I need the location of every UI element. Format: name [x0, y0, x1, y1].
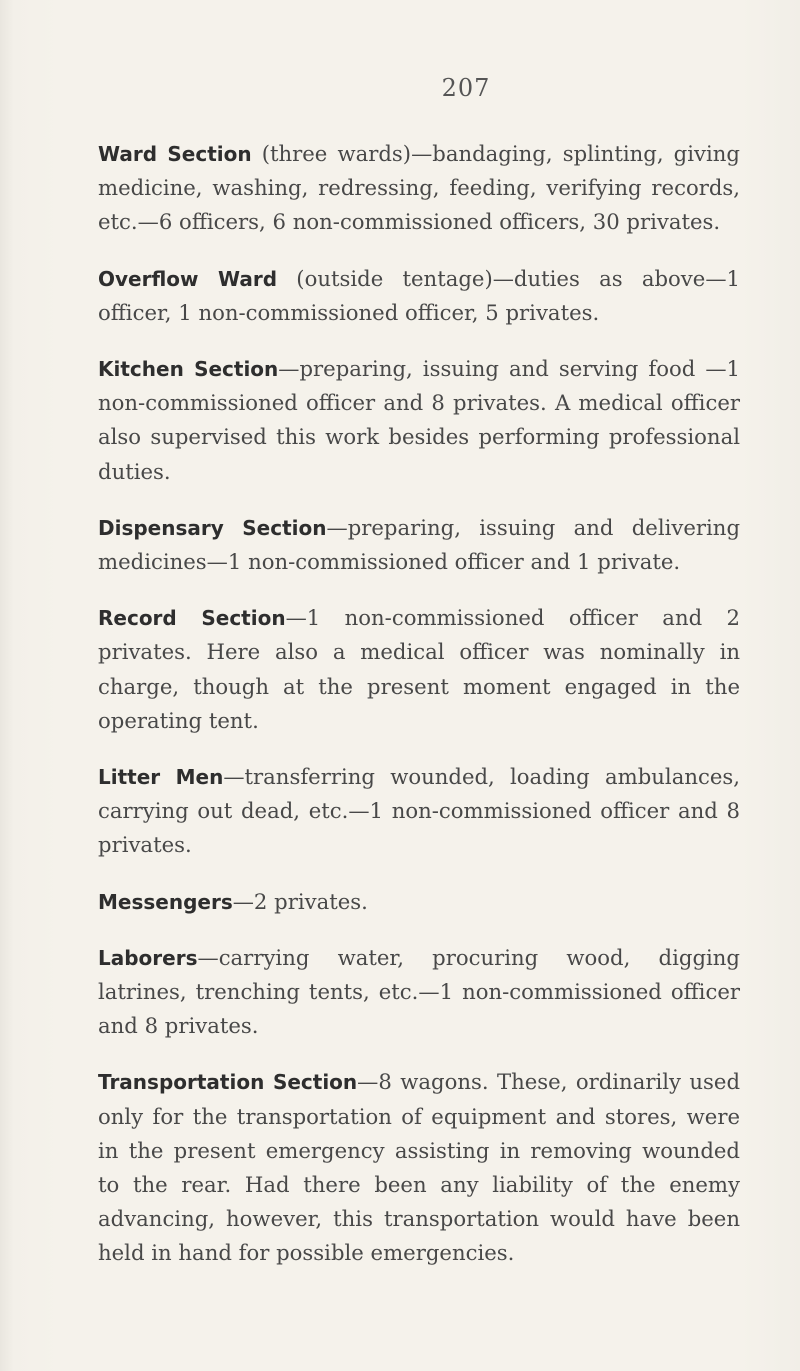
paragraph-lead: Ward Section [98, 142, 252, 166]
paragraph-text: —1 non-commissioned officer and 2 privates. Here also a medical officer was nominally in charge, though at the present moment engaged in the operating tent. [98, 605, 741, 733]
paragraph-text: —carrying water, procuring wood, digging latrines, trenching tents, etc.—1 non-commissioned officer and 8 privates. [98, 944, 740, 1039]
paragraph-lead: Laborers [98, 945, 198, 970]
paragraph-dispensary-section [98, 511, 740, 579]
page-body [98, 137, 740, 1293]
paragraph-text: —8 wagons. These, ordinarily used only for the transportation of equipment and stores, were in the present emergency assisting in removing wounded to the rear. Had there been any liability of the enemy advancing, however, this transportation would have been held in hand for possible emergencies. [98, 1069, 741, 1266]
paragraph-text: —2 privates. [232, 888, 368, 914]
paragraph-transportation-section [98, 1065, 740, 1270]
paragraph-messengers [98, 885, 740, 919]
paragraph-text: (three wards)—bandaging, splinting, giving medicine, washing, redressing, feeding, verifying records, etc.—6 officers, 6 non-commissioned officers, 30 privates. [98, 141, 740, 235]
paragraph-lead: Overflow Ward [98, 266, 278, 291]
paragraph-lead: Record Section [98, 606, 286, 631]
paragraph-lead: Transportation Section [98, 1070, 358, 1095]
paragraph-laborers [98, 941, 740, 1044]
paragraph-text: —preparing, issuing and delivering medicines—1 non-commissioned officer and 1 private. [98, 514, 741, 575]
paragraph-ward-section [98, 137, 740, 240]
paragraph-overflow-ward [98, 262, 740, 330]
paragraph-text: —preparing, issuing and serving food —1 non-commissioned officer and 8 privates. A medical officer also supervised this work besides performing professional duties. [98, 356, 740, 484]
paragraph-text: —transferring wounded, loading ambulances, carrying out dead, etc.—1 non-commissioned officer and 8 privates. [98, 764, 740, 858]
paragraph-lead: Dispensary Section [98, 515, 327, 540]
paragraph-lead: Litter Men [98, 765, 224, 790]
paragraph-text: (outside tentage)—duties as above—1 officer, 1 non-commissioned officer, 5 privates. [98, 265, 740, 325]
page-number: 207 [441, 74, 491, 102]
paragraph-record-section [98, 601, 740, 738]
paragraph-litter-men [98, 760, 740, 863]
paragraph-lead: Messengers [98, 889, 233, 914]
paragraph-lead: Kitchen Section [98, 357, 279, 382]
paragraph-kitchen-section [98, 352, 740, 489]
